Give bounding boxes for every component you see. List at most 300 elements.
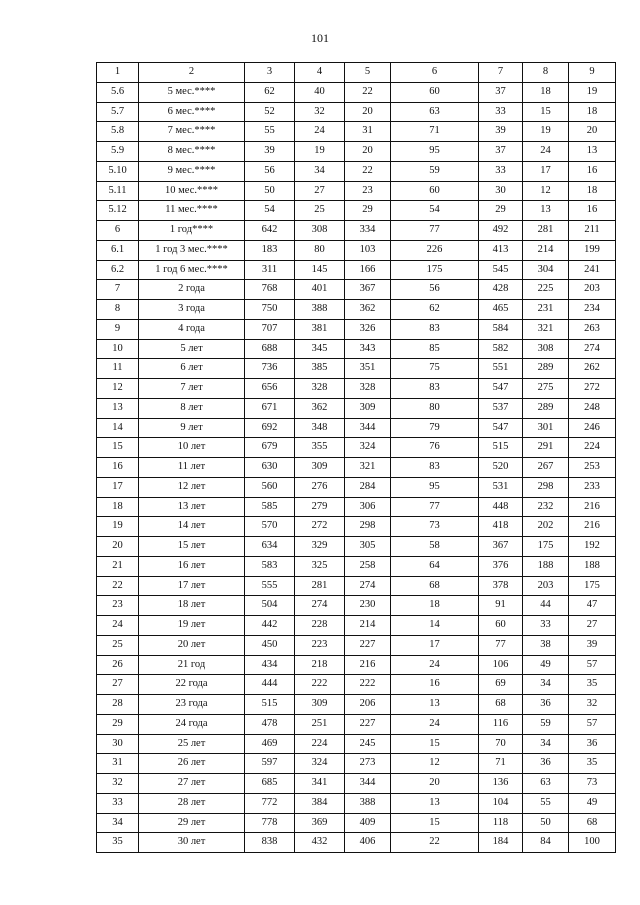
age-cell: 20 лет	[139, 635, 245, 655]
value-cell: 188	[569, 556, 616, 576]
value-cell: 73	[391, 517, 479, 537]
value-cell: 230	[345, 596, 391, 616]
value-cell: 223	[295, 635, 345, 655]
age-cell: 11 мес.****	[139, 201, 245, 221]
row-number-cell: 25	[97, 635, 139, 655]
table-row	[97, 616, 616, 636]
value-cell: 85	[391, 339, 479, 359]
row-number-cell: 24	[97, 616, 139, 636]
age-cell: 5 лет	[139, 339, 245, 359]
value-cell: 263	[569, 319, 616, 339]
table-row	[97, 774, 616, 794]
value-cell: 20	[345, 102, 391, 122]
value-cell: 192	[569, 537, 616, 557]
header-cell: 4	[295, 63, 345, 83]
value-cell: 76	[391, 438, 479, 458]
value-cell: 272	[295, 517, 345, 537]
header-cell: 6	[391, 63, 479, 83]
value-cell: 289	[523, 398, 569, 418]
value-cell: 31	[345, 122, 391, 142]
value-cell: 778	[245, 813, 295, 833]
value-cell: 515	[479, 438, 523, 458]
value-cell: 23	[345, 181, 391, 201]
value-cell: 545	[479, 260, 523, 280]
value-cell: 18	[569, 102, 616, 122]
value-cell: 34	[523, 675, 569, 695]
table-row	[97, 477, 616, 497]
value-cell: 309	[295, 458, 345, 478]
value-cell: 309	[345, 398, 391, 418]
value-cell: 406	[345, 833, 391, 853]
value-cell: 13	[569, 142, 616, 162]
value-cell: 772	[245, 793, 295, 813]
value-cell: 305	[345, 537, 391, 557]
value-cell: 551	[479, 359, 523, 379]
row-number-cell: 26	[97, 655, 139, 675]
value-cell: 492	[479, 221, 523, 241]
value-cell: 671	[245, 398, 295, 418]
age-cell: 8 мес.****	[139, 142, 245, 162]
value-cell: 634	[245, 537, 295, 557]
value-cell: 376	[479, 556, 523, 576]
value-cell: 409	[345, 813, 391, 833]
row-number-cell: 5.8	[97, 122, 139, 142]
row-number-cell: 14	[97, 418, 139, 438]
value-cell: 444	[245, 675, 295, 695]
value-cell: 145	[295, 260, 345, 280]
value-cell: 22	[345, 82, 391, 102]
value-cell: 246	[569, 418, 616, 438]
value-cell: 15	[391, 734, 479, 754]
row-number-cell: 29	[97, 714, 139, 734]
table-row	[97, 813, 616, 833]
table-row	[97, 379, 616, 399]
value-cell: 55	[523, 793, 569, 813]
value-cell: 570	[245, 517, 295, 537]
value-cell: 29	[345, 201, 391, 221]
value-cell: 17	[523, 161, 569, 181]
value-cell: 515	[245, 695, 295, 715]
row-number-cell: 31	[97, 754, 139, 774]
value-cell: 388	[295, 300, 345, 320]
value-cell: 70	[479, 734, 523, 754]
value-cell: 19	[569, 82, 616, 102]
value-cell: 469	[245, 734, 295, 754]
row-number-cell: 5.10	[97, 161, 139, 181]
value-cell: 241	[569, 260, 616, 280]
value-cell: 362	[295, 398, 345, 418]
value-cell: 251	[295, 714, 345, 734]
row-number-cell: 17	[97, 477, 139, 497]
value-cell: 73	[569, 774, 616, 794]
value-cell: 224	[295, 734, 345, 754]
value-cell: 116	[479, 714, 523, 734]
value-cell: 39	[479, 122, 523, 142]
value-cell: 69	[479, 675, 523, 695]
value-cell: 62	[391, 300, 479, 320]
table-row	[97, 833, 616, 853]
table-row	[97, 754, 616, 774]
value-cell: 44	[523, 596, 569, 616]
value-cell: 679	[245, 438, 295, 458]
table-row	[97, 398, 616, 418]
value-cell: 311	[245, 260, 295, 280]
value-cell: 118	[479, 813, 523, 833]
row-number-cell: 10	[97, 339, 139, 359]
table-row	[97, 319, 616, 339]
table-row	[97, 537, 616, 557]
value-cell: 33	[523, 616, 569, 636]
value-cell: 18	[391, 596, 479, 616]
value-cell: 47	[569, 596, 616, 616]
row-number-cell: 21	[97, 556, 139, 576]
value-cell: 56	[391, 280, 479, 300]
value-cell: 547	[479, 379, 523, 399]
value-cell: 520	[479, 458, 523, 478]
statistics-table	[96, 62, 616, 853]
header-cell: 3	[245, 63, 295, 83]
value-cell: 14	[391, 616, 479, 636]
value-cell: 62	[245, 82, 295, 102]
header-cell: 7	[479, 63, 523, 83]
value-cell: 560	[245, 477, 295, 497]
value-cell: 35	[569, 675, 616, 695]
value-cell: 27	[295, 181, 345, 201]
row-number-cell: 13	[97, 398, 139, 418]
value-cell: 267	[523, 458, 569, 478]
age-cell: 4 года	[139, 319, 245, 339]
row-number-cell: 34	[97, 813, 139, 833]
table-row	[97, 793, 616, 813]
value-cell: 258	[345, 556, 391, 576]
value-cell: 34	[295, 161, 345, 181]
table-row	[97, 635, 616, 655]
value-cell: 211	[569, 221, 616, 241]
value-cell: 136	[479, 774, 523, 794]
row-number-cell: 11	[97, 359, 139, 379]
value-cell: 301	[523, 418, 569, 438]
value-cell: 218	[295, 655, 345, 675]
value-cell: 16	[391, 675, 479, 695]
value-cell: 692	[245, 418, 295, 438]
value-cell: 57	[569, 714, 616, 734]
value-cell: 13	[391, 793, 479, 813]
value-cell: 341	[295, 774, 345, 794]
value-cell: 37	[479, 142, 523, 162]
value-cell: 531	[479, 477, 523, 497]
age-cell: 28 лет	[139, 793, 245, 813]
age-cell: 7 мес.****	[139, 122, 245, 142]
value-cell: 95	[391, 477, 479, 497]
value-cell: 106	[479, 655, 523, 675]
value-cell: 60	[479, 616, 523, 636]
row-number-cell: 5.12	[97, 201, 139, 221]
value-cell: 57	[569, 655, 616, 675]
value-cell: 60	[391, 181, 479, 201]
age-cell: 27 лет	[139, 774, 245, 794]
value-cell: 656	[245, 379, 295, 399]
table-row	[97, 497, 616, 517]
table-row	[97, 517, 616, 537]
value-cell: 18	[523, 82, 569, 102]
value-cell: 432	[295, 833, 345, 853]
table-row	[97, 675, 616, 695]
value-cell: 262	[569, 359, 616, 379]
value-cell: 32	[569, 695, 616, 715]
row-number-cell: 5.9	[97, 142, 139, 162]
value-cell: 54	[245, 201, 295, 221]
value-cell: 202	[523, 517, 569, 537]
age-cell: 25 лет	[139, 734, 245, 754]
age-cell: 2 года	[139, 280, 245, 300]
value-cell: 75	[391, 359, 479, 379]
value-cell: 54	[391, 201, 479, 221]
value-cell: 381	[295, 319, 345, 339]
value-cell: 71	[479, 754, 523, 774]
value-cell: 465	[479, 300, 523, 320]
value-cell: 324	[295, 754, 345, 774]
table-row	[97, 240, 616, 260]
value-cell: 442	[245, 616, 295, 636]
table-row	[97, 438, 616, 458]
age-cell: 7 лет	[139, 379, 245, 399]
value-cell: 378	[479, 576, 523, 596]
value-cell: 232	[523, 497, 569, 517]
value-cell: 345	[295, 339, 345, 359]
age-cell: 12 лет	[139, 477, 245, 497]
value-cell: 33	[479, 102, 523, 122]
age-cell: 14 лет	[139, 517, 245, 537]
value-cell: 59	[523, 714, 569, 734]
value-cell: 334	[345, 221, 391, 241]
value-cell: 20	[391, 774, 479, 794]
value-cell: 547	[479, 418, 523, 438]
row-number-cell: 28	[97, 695, 139, 715]
value-cell: 38	[523, 635, 569, 655]
value-cell: 32	[295, 102, 345, 122]
value-cell: 58	[391, 537, 479, 557]
value-cell: 40	[295, 82, 345, 102]
age-cell: 5 мес.****	[139, 82, 245, 102]
table-row	[97, 339, 616, 359]
row-number-cell: 20	[97, 537, 139, 557]
value-cell: 273	[345, 754, 391, 774]
value-cell: 68	[479, 695, 523, 715]
value-cell: 275	[523, 379, 569, 399]
value-cell: 309	[295, 695, 345, 715]
value-cell: 34	[523, 734, 569, 754]
age-cell: 1 год 6 мес.****	[139, 260, 245, 280]
value-cell: 100	[569, 833, 616, 853]
age-cell: 17 лет	[139, 576, 245, 596]
table-row	[97, 260, 616, 280]
value-cell: 29	[479, 201, 523, 221]
row-number-cell: 30	[97, 734, 139, 754]
row-number-cell: 6	[97, 221, 139, 241]
value-cell: 308	[295, 221, 345, 241]
value-cell: 63	[391, 102, 479, 122]
header-cell: 5	[345, 63, 391, 83]
value-cell: 20	[345, 142, 391, 162]
row-number-cell: 15	[97, 438, 139, 458]
value-cell: 245	[345, 734, 391, 754]
value-cell: 583	[245, 556, 295, 576]
value-cell: 308	[523, 339, 569, 359]
value-cell: 27	[569, 616, 616, 636]
value-cell: 18	[569, 181, 616, 201]
value-cell: 15	[391, 813, 479, 833]
value-cell: 79	[391, 418, 479, 438]
value-cell: 77	[479, 635, 523, 655]
value-cell: 25	[295, 201, 345, 221]
age-cell: 9 мес.****	[139, 161, 245, 181]
table-body	[97, 63, 616, 853]
value-cell: 175	[523, 537, 569, 557]
value-cell: 91	[479, 596, 523, 616]
row-number-cell: 6.2	[97, 260, 139, 280]
age-cell: 10 лет	[139, 438, 245, 458]
value-cell: 19	[295, 142, 345, 162]
value-cell: 71	[391, 122, 479, 142]
value-cell: 328	[345, 379, 391, 399]
table-row	[97, 655, 616, 675]
value-cell: 348	[295, 418, 345, 438]
value-cell: 13	[523, 201, 569, 221]
table-row	[97, 714, 616, 734]
value-cell: 450	[245, 635, 295, 655]
age-cell: 26 лет	[139, 754, 245, 774]
value-cell: 56	[245, 161, 295, 181]
value-cell: 272	[569, 379, 616, 399]
row-number-cell: 6.1	[97, 240, 139, 260]
value-cell: 328	[295, 379, 345, 399]
table-row	[97, 82, 616, 102]
value-cell: 325	[295, 556, 345, 576]
value-cell: 175	[569, 576, 616, 596]
value-cell: 291	[523, 438, 569, 458]
value-cell: 15	[523, 102, 569, 122]
value-cell: 707	[245, 319, 295, 339]
value-cell: 36	[523, 695, 569, 715]
value-cell: 80	[295, 240, 345, 260]
age-cell: 10 мес.****	[139, 181, 245, 201]
row-number-cell: 16	[97, 458, 139, 478]
value-cell: 166	[345, 260, 391, 280]
value-cell: 199	[569, 240, 616, 260]
value-cell: 24	[391, 655, 479, 675]
value-cell: 248	[569, 398, 616, 418]
value-cell: 24	[295, 122, 345, 142]
value-cell: 35	[569, 754, 616, 774]
header-cell: 1	[97, 63, 139, 83]
value-cell: 36	[569, 734, 616, 754]
value-cell: 384	[295, 793, 345, 813]
value-cell: 203	[569, 280, 616, 300]
value-cell: 55	[245, 122, 295, 142]
value-cell: 413	[479, 240, 523, 260]
table-row	[97, 596, 616, 616]
value-cell: 20	[569, 122, 616, 142]
table-row	[97, 734, 616, 754]
page-number: 101	[311, 31, 329, 45]
header-row	[97, 63, 616, 83]
value-cell: 274	[345, 576, 391, 596]
value-cell: 83	[391, 319, 479, 339]
age-cell: 6 мес.****	[139, 102, 245, 122]
row-number-cell: 33	[97, 793, 139, 813]
value-cell: 434	[245, 655, 295, 675]
value-cell: 68	[569, 813, 616, 833]
value-cell: 216	[345, 655, 391, 675]
table-row	[97, 695, 616, 715]
value-cell: 355	[295, 438, 345, 458]
row-number-cell: 7	[97, 280, 139, 300]
age-cell: 19 лет	[139, 616, 245, 636]
value-cell: 39	[569, 635, 616, 655]
value-cell: 19	[523, 122, 569, 142]
value-cell: 369	[295, 813, 345, 833]
value-cell: 234	[569, 300, 616, 320]
value-cell: 226	[391, 240, 479, 260]
row-number-cell: 32	[97, 774, 139, 794]
value-cell: 344	[345, 774, 391, 794]
row-number-cell: 19	[97, 517, 139, 537]
table-row	[97, 161, 616, 181]
value-cell: 22	[391, 833, 479, 853]
value-cell: 68	[391, 576, 479, 596]
value-cell: 642	[245, 221, 295, 241]
row-number-cell: 5.7	[97, 102, 139, 122]
value-cell: 253	[569, 458, 616, 478]
value-cell: 289	[523, 359, 569, 379]
value-cell: 388	[345, 793, 391, 813]
value-cell: 214	[345, 616, 391, 636]
value-cell: 84	[523, 833, 569, 853]
value-cell: 50	[523, 813, 569, 833]
value-cell: 24	[391, 714, 479, 734]
value-cell: 95	[391, 142, 479, 162]
value-cell: 203	[523, 576, 569, 596]
value-cell: 36	[523, 754, 569, 774]
age-cell: 8 лет	[139, 398, 245, 418]
value-cell: 222	[345, 675, 391, 695]
value-cell: 188	[523, 556, 569, 576]
value-cell: 206	[345, 695, 391, 715]
value-cell: 838	[245, 833, 295, 853]
row-number-cell: 23	[97, 596, 139, 616]
value-cell: 276	[295, 477, 345, 497]
value-cell: 324	[345, 438, 391, 458]
value-cell: 227	[345, 714, 391, 734]
value-cell: 281	[295, 576, 345, 596]
value-cell: 183	[245, 240, 295, 260]
value-cell: 49	[569, 793, 616, 813]
value-cell: 418	[479, 517, 523, 537]
value-cell: 16	[569, 201, 616, 221]
value-cell: 59	[391, 161, 479, 181]
age-cell: 16 лет	[139, 556, 245, 576]
value-cell: 184	[479, 833, 523, 853]
table-row	[97, 576, 616, 596]
value-cell: 222	[295, 675, 345, 695]
value-cell: 321	[345, 458, 391, 478]
row-number-cell: 8	[97, 300, 139, 320]
value-cell: 768	[245, 280, 295, 300]
value-cell: 343	[345, 339, 391, 359]
age-cell: 24 года	[139, 714, 245, 734]
value-cell: 504	[245, 596, 295, 616]
age-cell: 1 год 3 мес.****	[139, 240, 245, 260]
